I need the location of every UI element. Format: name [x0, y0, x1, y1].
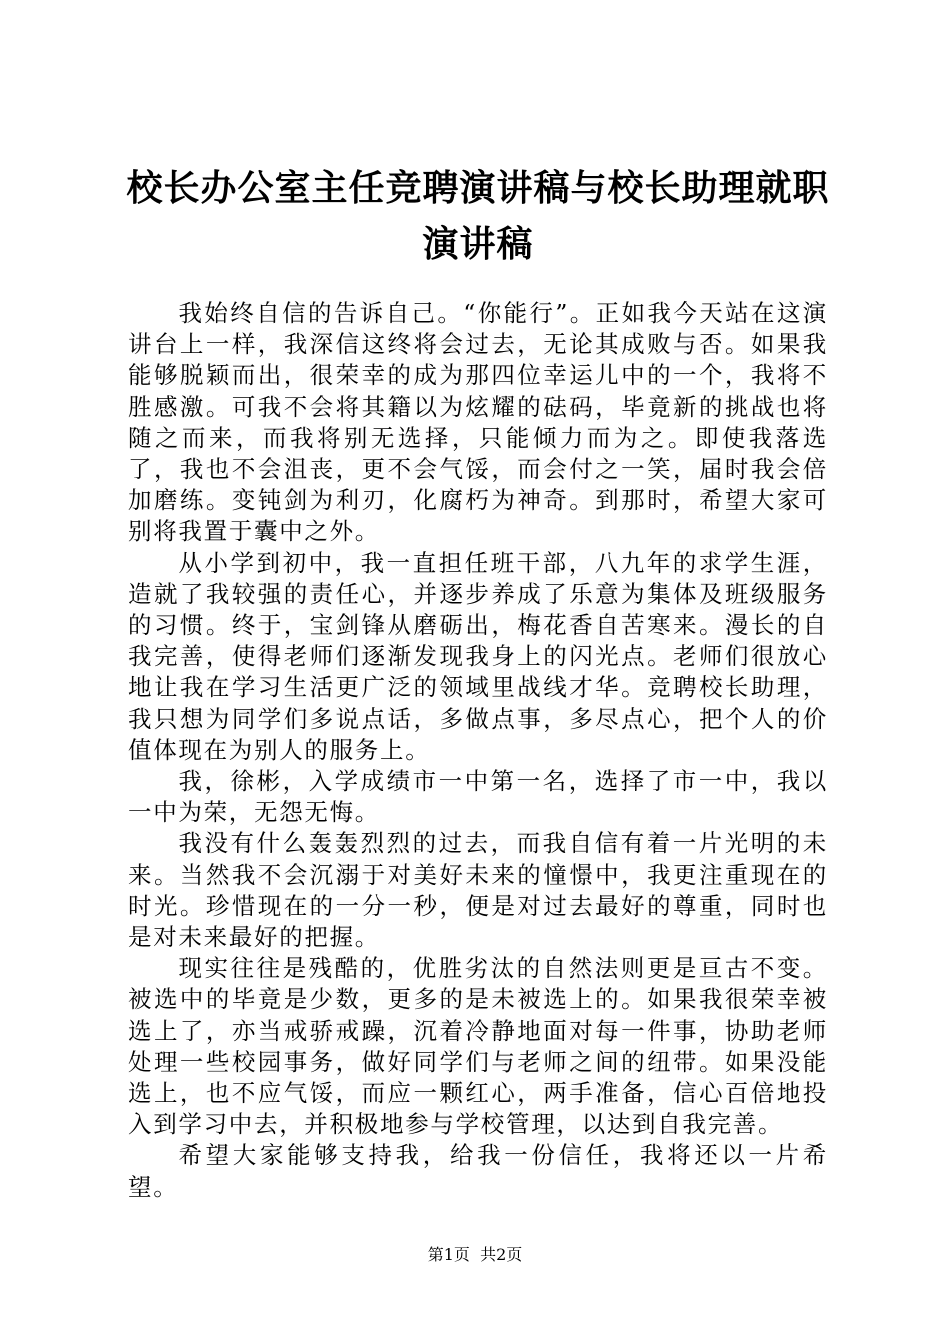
paragraph: 我，徐彬，入学成绩市一中第一名，选择了市一中，我以一中为荣，无怨无悔。	[128, 767, 828, 827]
document-body	[128, 298, 828, 1203]
document-title: 校长办公室主任竞聘演讲稿与校长助理就职演讲稿	[126, 167, 830, 265]
paragraph: 我没有什么轰轰烈烈的过去，而我自信有着一片光明的未来。当然我不会沉溺于对美好未来的憧憬中，我更注重现在的时光。珍惜现在的一分一秒，便是对过去最好的尊重，同时也是对未来最好的把握。	[128, 829, 828, 952]
paragraph: 从小学到初中，我一直担任班干部，八九年的求学生涯，造就了我较强的责任心，并逐步养成了乐意为集体及班级服务的习惯。终于，宝剑锋从磨砺出，梅花香自苦寒来。漫长的自我完善，使得老师们逐渐发现我身上的闪光点。老师们很放心地让我在学习生活更广泛的领域里战线才华。竞聘校长助理，我只想为同学们多说点话，多做点事，多尽点心，把个人的价值体现在为别人的服务上。	[128, 548, 828, 764]
paragraph: 希望大家能够支持我，给我一份信任，我将还以一片希望。	[128, 1141, 828, 1201]
page-total: 共2页	[480, 1245, 523, 1264]
paragraph: 我始终自信的告诉自己。“你能行”。正如我今天站在这演讲台上一样，我深信这终将会过去，无论其成败与否。如果我能够脱颖而出，很荣幸的成为那四位幸运儿中的一个，我将不胜感激。可我不会将其籍以为炫耀的砝码，毕竟新的挑战也将随之而来，而我将别无选择，只能倾力而为之。即使我落选了，我也不会沮丧，更不会气馁，而会付之一笑，届时我会倍加磨练。变钝剑为利刃，化腐朽为神奇。到那时，希望大家可别将我置于囊中之外。	[128, 299, 828, 546]
page-footer	[0, 1245, 950, 1265]
page-number: 第1页	[427, 1245, 470, 1264]
paragraph: 现实往往是残酷的，优胜劣汰的自然法则更是亘古不变。被选中的毕竟是少数，更多的是未被选上的。如果我很荣幸被选上了，亦当戒骄戒躁，沉着冷静地面对每一件事，协助老师处理一些校园事务，做好同学们与老师之间的纽带。如果没能选上，也不应气馁，而应一颗红心，两手准备，信心百倍地投入到学习中去，并积极地参与学校管理，以达到自我完善。	[128, 954, 828, 1139]
